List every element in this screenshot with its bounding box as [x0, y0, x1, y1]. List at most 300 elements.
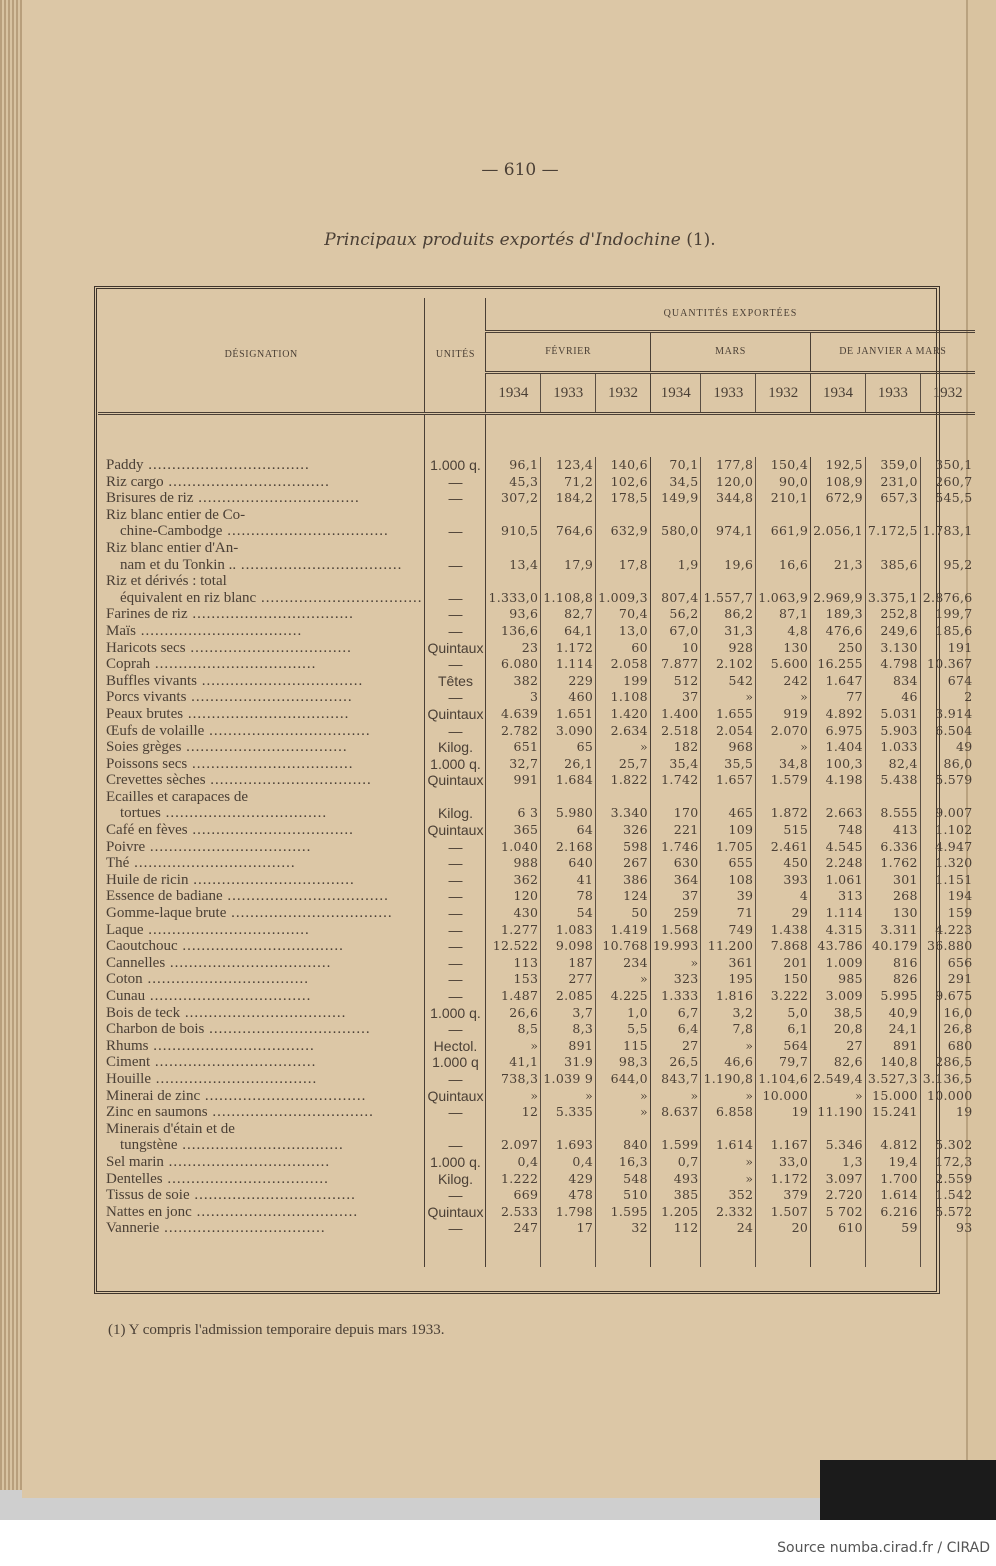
value-cell: 130	[756, 640, 811, 657]
leader-dots: ..................................	[177, 938, 344, 955]
value-cell: 82,4	[865, 756, 920, 773]
value-cell: 413	[865, 822, 920, 839]
value-cell: 100,3	[811, 756, 866, 773]
value-cell: 1.557,7	[701, 590, 756, 607]
value-cell: 109	[701, 822, 756, 839]
value-cell: 1.033	[865, 739, 920, 756]
product-name-text: Coton	[106, 971, 143, 988]
value-cell: 2.634	[596, 723, 651, 740]
value-cell: 195	[701, 971, 756, 988]
source-credit: Source numba.cirad.fr / CIRAD	[777, 1540, 990, 1556]
value-cell: 96,1	[486, 457, 541, 474]
value-cell: 259	[650, 905, 701, 922]
value-cell: 352	[701, 1187, 756, 1204]
empty-cell	[701, 573, 756, 590]
value-cell: 93	[920, 1220, 974, 1237]
value-cell: 1.762	[865, 855, 920, 872]
value-cell: 41,1	[486, 1054, 541, 1071]
value-cell: 2.056,1	[811, 523, 866, 540]
value-cell: 0,4	[486, 1154, 541, 1171]
unit-cell: Têtes	[425, 673, 486, 690]
value-cell: 4	[756, 888, 811, 905]
table-row	[98, 772, 975, 789]
value-cell: 4.798	[865, 656, 920, 673]
value-cell: 187	[541, 955, 596, 972]
product-name	[98, 706, 425, 723]
leader-dots: ..................................	[162, 1170, 329, 1187]
table-row	[98, 1005, 975, 1022]
unit-cell: 1.000 q.	[425, 756, 486, 773]
product-name	[98, 490, 425, 507]
unit-cell: —	[425, 888, 486, 905]
leader-dots: ..................................	[163, 473, 330, 490]
empty-cell	[701, 507, 756, 524]
value-cell: 23	[486, 640, 541, 657]
value-cell: 3.375,1	[865, 590, 920, 607]
value-cell: 385,6	[865, 557, 920, 574]
value-cell: 16.255	[811, 656, 866, 673]
product-name	[98, 772, 425, 789]
value-cell: »	[596, 1088, 651, 1105]
value-cell: 82,7	[541, 606, 596, 623]
empty-cell	[425, 507, 486, 524]
value-cell: 3.311	[865, 922, 920, 939]
table-title	[0, 230, 996, 250]
unit-cell: —	[425, 490, 486, 507]
unit-cell: —	[425, 905, 486, 922]
value-cell: 1.438	[756, 922, 811, 939]
value-cell: 2.070	[756, 723, 811, 740]
value-cell: 680	[920, 1038, 974, 1055]
product-name-line1: Ecailles et carapaces de	[106, 788, 248, 805]
value-cell: 210,1	[756, 490, 811, 507]
product-name	[98, 656, 425, 673]
leader-dots: ..................................	[177, 1137, 344, 1154]
value-cell: 36.880	[920, 938, 974, 955]
value-cell: 1.320	[920, 855, 974, 872]
value-cell: 115	[596, 1038, 651, 1055]
empty-cell	[865, 1121, 920, 1138]
value-cell: 991	[486, 772, 541, 789]
value-cell: 1.700	[865, 1171, 920, 1188]
value-cell: 3.914	[920, 706, 974, 723]
value-cell: 323	[650, 971, 701, 988]
value-cell: 268	[865, 888, 920, 905]
value-cell: 3.097	[811, 1171, 866, 1188]
value-cell: 1.172	[756, 1171, 811, 1188]
value-cell: 229	[541, 673, 596, 690]
table-row	[98, 1071, 975, 1088]
product-name-text: nam et du Tonkin ..	[120, 556, 237, 573]
table-row-continuation	[98, 540, 975, 557]
value-cell: 2.663	[811, 805, 866, 822]
value-cell: 669	[486, 1187, 541, 1204]
value-cell: 39	[701, 888, 756, 905]
empty-cell	[425, 540, 486, 557]
value-cell: 15.241	[865, 1104, 920, 1121]
value-cell: 177,8	[701, 457, 756, 474]
table-row	[98, 606, 975, 623]
leader-dots: ..................................	[204, 1021, 371, 1038]
value-cell: 277	[541, 971, 596, 988]
product-name-text: Porcs vivants	[106, 689, 187, 706]
value-cell: 5.335	[541, 1104, 596, 1121]
value-cell: 655	[701, 855, 756, 872]
value-cell: 182	[650, 739, 701, 756]
product-name-text: Nattes en jonc	[106, 1203, 192, 1220]
header-units: UNITÉS	[425, 298, 486, 414]
value-cell: 1.816	[701, 988, 756, 1005]
value-cell: 2	[920, 689, 974, 706]
scan-background-corner	[820, 1460, 996, 1520]
value-cell: 1.647	[811, 673, 866, 690]
empty-cell	[701, 1121, 756, 1138]
unit-cell: —	[425, 723, 486, 740]
value-cell: 2.097	[486, 1137, 541, 1154]
table-row	[98, 1154, 975, 1171]
table-row	[98, 1038, 975, 1055]
table-row	[98, 872, 975, 889]
header-year: 1934	[811, 373, 866, 414]
empty-cell	[756, 789, 811, 806]
value-cell: 5.031	[865, 706, 920, 723]
product-name	[98, 590, 425, 607]
leader-dots: ..................................	[188, 871, 355, 888]
value-cell: 1.151	[920, 872, 974, 889]
empty-cell	[541, 1121, 596, 1138]
value-cell: 344,8	[701, 490, 756, 507]
value-cell: 86,2	[701, 606, 756, 623]
value-cell: 610	[811, 1220, 866, 1237]
value-cell: 429	[541, 1171, 596, 1188]
value-cell: 20,8	[811, 1021, 866, 1038]
value-cell: 6,7	[650, 1005, 701, 1022]
value-cell: 136,6	[486, 623, 541, 640]
table-row	[98, 490, 975, 507]
value-cell: 24,1	[865, 1021, 920, 1038]
value-cell: 510	[596, 1187, 651, 1204]
value-cell: 476,6	[811, 623, 866, 640]
value-cell: 60	[596, 640, 651, 657]
product-name-line1: Riz et dérivés : total	[106, 573, 227, 590]
value-cell: 1.783,1	[920, 523, 974, 540]
product-name-text: Bois de teck	[106, 1004, 181, 1021]
unit-cell: —	[425, 922, 486, 939]
value-cell: 40,9	[865, 1005, 920, 1022]
empty-cell	[541, 540, 596, 557]
value-cell: 112	[650, 1220, 701, 1237]
product-name	[98, 988, 425, 1005]
empty-cell	[596, 1121, 651, 1138]
empty-cell	[811, 573, 866, 590]
value-cell: 430	[486, 905, 541, 922]
unit-cell: —	[425, 1137, 486, 1154]
value-cell: 201	[756, 955, 811, 972]
value-cell: 16,6	[756, 557, 811, 574]
value-cell: 1.009	[811, 955, 866, 972]
empty-cell	[756, 573, 811, 590]
product-name	[98, 523, 425, 540]
value-cell: 6.975	[811, 723, 866, 740]
empty-cell	[865, 540, 920, 557]
product-name-text: Cunau	[106, 988, 146, 1004]
empty-cell	[650, 1121, 701, 1138]
value-cell: 974,1	[701, 523, 756, 540]
empty-cell	[865, 507, 920, 524]
leader-dots: ..................................	[186, 689, 353, 706]
value-cell: 891	[541, 1038, 596, 1055]
value-cell: 37	[650, 888, 701, 905]
value-cell: 5 702	[811, 1204, 866, 1221]
value-cell: 40.179	[865, 938, 920, 955]
empty-cell	[596, 507, 651, 524]
value-cell: 252,8	[865, 606, 920, 623]
value-cell: 82,6	[811, 1054, 866, 1071]
value-cell: 307,2	[486, 490, 541, 507]
value-cell: 2.559	[920, 1171, 974, 1188]
value-cell: 542	[701, 673, 756, 690]
value-cell: »	[701, 1154, 756, 1171]
table-row	[98, 1220, 975, 1237]
value-cell: 362	[486, 872, 541, 889]
value-cell: 19	[920, 1104, 974, 1121]
value-cell: »	[701, 1171, 756, 1188]
value-cell: 1.599	[650, 1137, 701, 1154]
value-cell: 35,4	[650, 756, 701, 773]
empty-cell	[425, 1121, 486, 1138]
value-cell: 6,4	[650, 1021, 701, 1038]
product-name	[98, 1038, 425, 1055]
product-name-line1: Minerais d'étain et de	[106, 1120, 235, 1137]
value-cell: 4.892	[811, 706, 866, 723]
value-cell: 46	[865, 689, 920, 706]
leader-dots: ..................................	[181, 739, 348, 756]
value-cell: 6.504	[920, 723, 974, 740]
value-cell: »	[701, 1088, 756, 1105]
unit-cell: —	[425, 1220, 486, 1237]
value-cell: 5.903	[865, 723, 920, 740]
value-cell: 54	[541, 905, 596, 922]
leader-dots: ..................................	[200, 1087, 367, 1104]
value-cell: 1.684	[541, 772, 596, 789]
header-year: 1933	[701, 373, 756, 414]
unit-cell: —	[425, 689, 486, 706]
header-period-march: MARS	[650, 332, 810, 373]
value-cell: 1.039 9	[541, 1071, 596, 1088]
unit-cell: —	[425, 557, 486, 574]
header-year: 1933	[541, 373, 596, 414]
product-name-text: Dentelles	[106, 1170, 163, 1187]
value-cell: 1,3	[811, 1154, 866, 1171]
product-name-text: Minerai de zinc	[106, 1087, 201, 1104]
value-cell: 891	[865, 1038, 920, 1055]
value-cell: 2.058	[596, 656, 651, 673]
product-name-text: Haricots secs	[106, 639, 186, 656]
value-cell: 8.555	[865, 805, 920, 822]
value-cell: 1.114	[541, 656, 596, 673]
value-cell: 2.969,9	[811, 590, 866, 607]
value-cell: 27	[811, 1038, 866, 1055]
value-cell: 10.768	[596, 938, 651, 955]
table-row-continuation	[98, 507, 975, 524]
empty-cell	[811, 789, 866, 806]
product-name-text: Sel marin	[106, 1153, 164, 1170]
product-name	[98, 1021, 425, 1038]
value-cell: 1.102	[920, 822, 974, 839]
value-cell: 1.693	[541, 1137, 596, 1154]
value-cell: 199,7	[920, 606, 974, 623]
product-name-text: Gomme-laque brute	[106, 905, 227, 922]
value-cell: 16,0	[920, 1005, 974, 1022]
product-name-text: Crevettes sèches	[106, 772, 206, 789]
product-name-text: Poissons secs	[106, 755, 188, 772]
value-cell: »	[650, 1088, 701, 1105]
value-cell: 826	[865, 971, 920, 988]
product-name	[98, 1005, 425, 1022]
product-name-text: Café en fèves	[106, 822, 188, 839]
value-cell: 564	[756, 1038, 811, 1055]
empty-cell	[811, 507, 866, 524]
value-cell: »	[650, 955, 701, 972]
leader-dots: ..................................	[191, 1203, 359, 1220]
leader-dots: ..................................	[180, 1004, 347, 1021]
unit-cell: Quintaux	[425, 1088, 486, 1105]
empty-cell	[701, 789, 756, 806]
empty-cell	[920, 507, 974, 524]
value-cell: 12.522	[486, 938, 541, 955]
value-cell: 150	[756, 971, 811, 988]
value-cell: 1.172	[541, 640, 596, 657]
table-row-continuation	[98, 789, 975, 806]
empty-cell	[425, 789, 486, 806]
value-cell: 32,7	[486, 756, 541, 773]
leader-dots: ..................................	[150, 1054, 317, 1071]
value-cell: 124	[596, 888, 651, 905]
value-cell: 1.404	[811, 739, 866, 756]
unit-cell: —	[425, 623, 486, 640]
value-cell: 98,3	[596, 1054, 651, 1071]
product-name	[98, 938, 425, 955]
value-cell: 46,6	[701, 1054, 756, 1071]
value-cell: 67,0	[650, 623, 701, 640]
leader-dots: ..................................	[207, 1104, 374, 1121]
empty-cell	[650, 789, 701, 806]
value-cell: 191	[920, 640, 974, 657]
value-cell: 150,4	[756, 457, 811, 474]
product-name	[98, 1220, 425, 1237]
value-cell: 6.336	[865, 839, 920, 856]
value-cell: 1.333	[650, 988, 701, 1005]
value-cell: 25,7	[596, 756, 651, 773]
value-cell: 77	[811, 689, 866, 706]
value-cell: 1.190,8	[701, 1071, 756, 1088]
product-name-text: Buffles vivants	[106, 672, 197, 689]
value-cell: 630	[650, 855, 701, 872]
value-cell: 460	[541, 689, 596, 706]
value-cell: 20	[756, 1220, 811, 1237]
empty-cell	[425, 573, 486, 590]
value-cell: 9.675	[920, 988, 974, 1005]
leader-dots: ..................................	[150, 656, 317, 673]
empty-cell	[541, 573, 596, 590]
product-name	[98, 723, 425, 740]
value-cell: 3.130	[865, 640, 920, 657]
unit-cell: —	[425, 988, 486, 1005]
table-row	[98, 971, 975, 988]
product-name	[98, 1187, 425, 1204]
value-cell: 291	[920, 971, 974, 988]
unit-cell: 1.000 q.	[425, 457, 486, 474]
value-cell: 640	[541, 855, 596, 872]
empty-cell	[486, 540, 541, 557]
value-cell: 71,2	[541, 474, 596, 491]
value-cell: 512	[650, 673, 701, 690]
value-cell: 113	[486, 955, 541, 972]
value-cell: 27	[650, 1038, 701, 1055]
value-cell: 4.315	[811, 922, 866, 939]
leader-dots: ..................................	[159, 1220, 326, 1237]
table-row	[98, 723, 975, 740]
value-cell: 1.655	[701, 706, 756, 723]
product-name	[98, 673, 425, 690]
unit-cell: Quintaux	[425, 822, 486, 839]
table-row	[98, 822, 975, 839]
exports-table	[98, 298, 975, 1267]
table-row	[98, 905, 975, 922]
header-year: 1932	[920, 373, 974, 414]
value-cell: 21,3	[811, 557, 866, 574]
value-cell: 8.637	[650, 1104, 701, 1121]
empty-cell	[486, 789, 541, 806]
value-cell: 4,8	[756, 623, 811, 640]
value-cell: 1.507	[756, 1204, 811, 1221]
leader-dots: ..................................	[204, 722, 371, 739]
value-cell: 13,4	[486, 557, 541, 574]
leader-dots: ..................................	[187, 822, 354, 839]
product-name-text: Zinc en saumons	[106, 1104, 208, 1121]
value-cell: 130	[865, 905, 920, 922]
value-cell: 985	[811, 971, 866, 988]
value-cell: 4.225	[596, 988, 651, 1005]
leader-dots: ..................................	[129, 855, 296, 872]
unit-cell: —	[425, 872, 486, 889]
product-name	[98, 922, 425, 939]
value-cell: 1.108,8	[541, 590, 596, 607]
value-cell: 184,2	[541, 490, 596, 507]
product-name-line1: Riz blanc entier d'An-	[106, 539, 239, 556]
table-row	[98, 888, 975, 905]
value-cell: 1.277	[486, 922, 541, 939]
value-cell: 234	[596, 955, 651, 972]
value-cell: 19,4	[865, 1154, 920, 1171]
value-cell: 221	[650, 822, 701, 839]
value-cell: 43.786	[811, 938, 866, 955]
value-cell: 364	[650, 872, 701, 889]
unit-cell: Quintaux	[425, 640, 486, 657]
value-cell: 393	[756, 872, 811, 889]
unit-cell: Kilog.	[425, 1171, 486, 1188]
value-cell: 3,2	[701, 1005, 756, 1022]
leader-dots: ..................................	[163, 1153, 331, 1170]
header-designation: DÉSIGNATION	[224, 348, 298, 360]
value-cell: 5.995	[865, 988, 920, 1005]
table-row-continuation	[98, 573, 975, 590]
value-cell: 231,0	[865, 474, 920, 491]
value-cell: 11.190	[811, 1104, 866, 1121]
empty-cell	[650, 573, 701, 590]
product-name	[98, 1171, 425, 1188]
product-name-text: Cannelles	[106, 954, 166, 971]
